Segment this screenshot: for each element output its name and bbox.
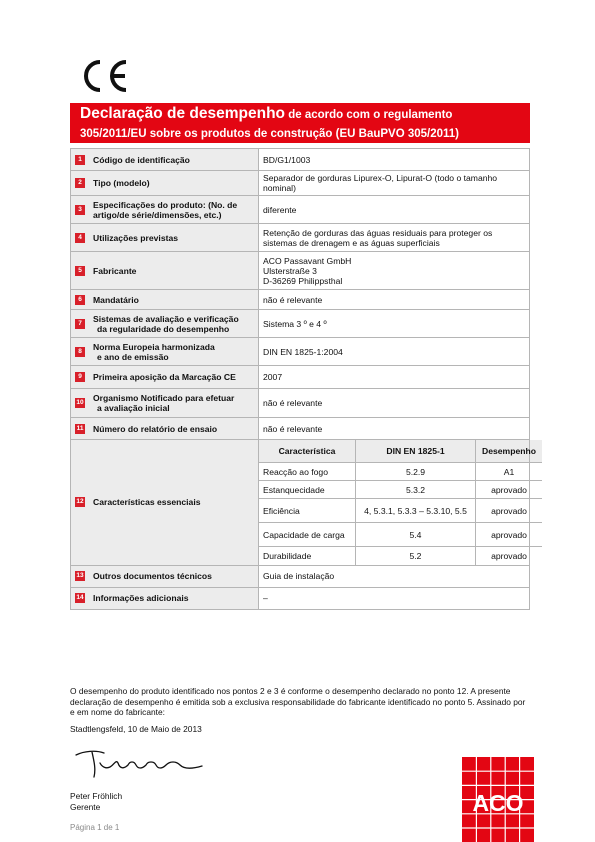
clause-cell: 5.2: [356, 547, 476, 565]
item-number-badge: 5: [75, 266, 85, 276]
row-label: Utilizações previstas: [93, 232, 179, 243]
logo-text: ACO: [472, 790, 524, 816]
row-value: 2007: [259, 366, 530, 389]
row-label: Sistemas de avaliação e verificação da regularidade do desempenho: [93, 313, 239, 334]
ce-mark-icon: [82, 58, 132, 94]
table-row: [71, 440, 530, 566]
performance-cell: aprovado: [476, 523, 543, 547]
characteristic-cell: Capacidade de carga: [259, 523, 356, 547]
row-value: Guia de instalação: [259, 565, 530, 587]
row-label: Número do relatório de ensaio: [93, 423, 218, 434]
table-row: [259, 481, 542, 499]
title-sub-1: de acordo com o regulamento: [285, 109, 453, 121]
aco-logo: [462, 757, 534, 842]
column-header: Característica: [259, 440, 356, 463]
characteristic-cell: Estanquecidade: [259, 481, 356, 499]
address-line: D-36269 Philippsthal: [263, 275, 343, 286]
table-row: [259, 499, 542, 523]
essential-characteristics-table: [259, 440, 542, 565]
table-row: [71, 149, 530, 171]
row-label: Características essenciais: [93, 497, 201, 508]
signer-name: Peter Fröhlich: [70, 791, 123, 801]
table-row: [71, 366, 530, 389]
performance-cell: aprovado: [476, 547, 543, 565]
essential-characteristics-cell: [259, 440, 536, 566]
table-row: [71, 290, 530, 310]
performance-cell: aprovado: [476, 481, 543, 499]
item-number-badge: 13: [76, 572, 84, 579]
characteristic-cell: Eficiência: [259, 499, 356, 523]
table-row: [71, 196, 530, 224]
row-value: não é relevante: [259, 290, 530, 310]
page-number: Página 1 de 1: [70, 823, 120, 832]
row-value: BD/G1/1003: [259, 149, 530, 171]
declaration-table: [70, 148, 536, 610]
column-header: DIN EN 1825-1: [356, 440, 476, 463]
column-header: Desempenho: [476, 440, 543, 463]
row-value: Sistema 3 º e 4 º: [259, 310, 530, 338]
row-value: Separador de gorduras Lipurex-O, Lipurat-O (todo o tamanho nominal): [259, 171, 530, 196]
table-row: [71, 389, 530, 418]
performance-cell: A1: [476, 463, 543, 481]
clause-cell: 4, 5.3.1, 5.3.3 – 5.3.10, 5.5: [356, 499, 476, 523]
item-number-badge: 6: [75, 295, 85, 305]
signature-image: [70, 745, 210, 785]
signer-block: [70, 791, 122, 812]
clause-cell: 5.3.2: [356, 481, 476, 499]
title-sub-2: 305/2011/EU sobre os produtos de construção (EU BauPVO 305/2011): [80, 128, 460, 140]
row-value: diferente: [259, 196, 530, 224]
item-number-badge: 12: [76, 498, 84, 506]
item-number-badge: 7: [75, 319, 85, 329]
signer-role: Gerente: [70, 801, 101, 812]
title-banner: [70, 103, 530, 143]
item-number-badge: 2: [75, 178, 85, 188]
row-label: Organismo Notificado para efetuar a avaliação inicial: [93, 393, 235, 413]
table-row: [259, 523, 542, 547]
row-value: não é relevante: [259, 418, 530, 440]
row-label: Especificações do produto: (No. de artigo/de série/dimensões, etc.): [93, 199, 238, 220]
table-row: [71, 587, 530, 609]
table-row: [71, 171, 530, 196]
conformity-statement: O desempenho do produto identificado nos pontos 2 e 3 é conforme o desempenho declarado no ponto 12. A presente declaração de desempenho é emitida sob a exclusiva responsabilidade do fabricante identificado no ponto 5. Assinado por e em nome do fabricante:: [70, 686, 526, 717]
table-row: [71, 338, 530, 366]
item-number-badge: 11: [76, 424, 84, 432]
manufacturer-address: [259, 252, 530, 290]
item-number-badge: 9: [75, 372, 85, 382]
item-number-badge: 1: [75, 155, 85, 165]
address-line: ACO Passavant GmbH: [263, 255, 352, 266]
table-row: [71, 418, 530, 440]
item-number-badge: 14: [76, 594, 84, 601]
row-label: Norma Europeia harmonizada e ano de emissão: [93, 341, 215, 362]
item-number-badge: 3: [75, 205, 85, 215]
table-header-row: [259, 440, 542, 463]
row-label: Outros documentos técnicos: [93, 571, 212, 581]
item-number-badge: 4: [75, 233, 85, 243]
table-row: [71, 565, 530, 587]
row-label: Tipo (modelo): [93, 178, 150, 188]
row-value: –: [259, 587, 530, 609]
table-row: [71, 224, 530, 252]
characteristic-cell: Reacção ao fogo: [259, 463, 356, 481]
table-row: [259, 547, 542, 565]
clause-cell: 5.4: [356, 523, 476, 547]
address-line: Ulsterstraße 3: [263, 265, 317, 276]
row-value: DIN EN 1825-1:2004: [259, 338, 530, 366]
characteristic-cell: Durabilidade: [259, 547, 356, 565]
clause-cell: 5.2.9: [356, 463, 476, 481]
row-value: Retenção de gorduras das águas residuais para proteger os sistemas de drenagem e as águas superficiais: [259, 224, 530, 252]
table-row: [71, 310, 530, 338]
table-row: [71, 252, 530, 290]
row-value: não é relevante: [259, 389, 530, 418]
row-label: Código de identificação: [93, 154, 190, 165]
place-and-date: Stadtlengsfeld, 10 de Maio de 2013: [70, 724, 202, 734]
performance-cell: aprovado: [476, 499, 543, 523]
row-label: Mandatário: [93, 294, 139, 305]
item-number-badge: 8: [75, 347, 85, 357]
title-main: Declaração de desempenho: [80, 105, 286, 122]
item-number-badge: 10: [76, 399, 84, 406]
row-label: Primeira aposição da Marcação CE: [93, 372, 236, 382]
table-row: [259, 463, 542, 481]
row-label: Informações adicionais: [93, 593, 189, 603]
row-label: Fabricante: [93, 265, 137, 276]
